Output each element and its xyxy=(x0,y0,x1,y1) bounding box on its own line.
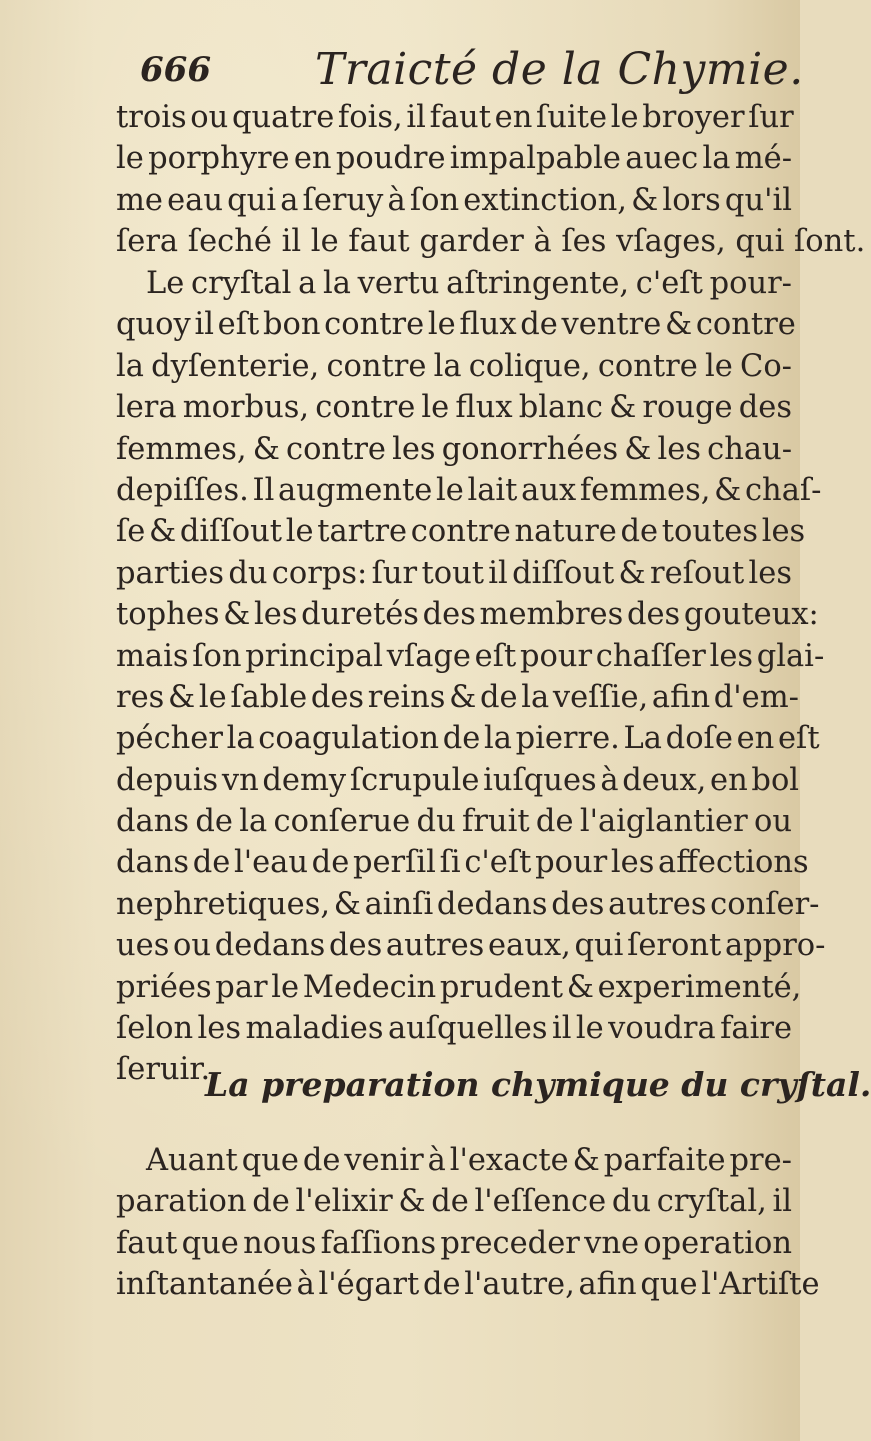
text-line: mais ſon principal vſage eſt pour chaſſer les glai- xyxy=(116,638,825,674)
text-line: depiſſes. Il augmente le lait aux femmes, & chaſ- xyxy=(116,472,822,508)
text-line: ues ou dedans des autres eaux, qui ſeront appro- xyxy=(116,928,826,964)
text-line: Auant que de venir à l'exacte & parfaite pre- xyxy=(146,1143,792,1178)
text-line: nephretiques, & ainſi dedans des autres conſer- xyxy=(116,886,820,922)
text-line: la dyſenterie, contre la colique, contre le Co- xyxy=(116,348,792,384)
text-line: ſeruir. xyxy=(116,1052,211,1088)
text-line: parties du corps: ſur tout il diſſout & reſout les xyxy=(116,555,792,591)
text-line: dans de la conſerue du fruit de l'aiglantier ou xyxy=(116,804,792,840)
text-line: pécher la coagulation de la pierre. La doſe en eſt xyxy=(116,721,820,757)
text-line: trois ou quatre fois, il faut en ſuite le broyer ſur xyxy=(116,100,794,135)
text-line: le porphyre en poudre impalpable auec la mé- xyxy=(116,141,793,177)
text-line: tophes & les duretés des membres des gouteux: xyxy=(116,597,819,633)
paragraph-preparation xyxy=(116,1140,820,1306)
text-line: lera morbus, contre le flux blanc & rouge des xyxy=(116,390,792,426)
text-line: me eau qui a ſeruy à ſon extinction, & lors qu'il xyxy=(116,182,792,218)
text-line: quoy il eſt bon contre le flux de ventre & contre xyxy=(116,307,796,343)
text-line: ſe & diſſout le tartre contre nature de toutes les xyxy=(116,514,806,550)
text-line: depuis vn demy ſcrupule iuſques à deux, en bol xyxy=(116,762,800,798)
paragraph-virtues xyxy=(116,263,826,1091)
text-line: faut que nous faſſions preceder vne operation xyxy=(116,1225,792,1261)
text-line: ſera ſeché il le faut garder à ſes vſages, qui ſont. xyxy=(116,224,866,260)
text-line: paration de l'elixir & de l'eſſence du cryſtal, il xyxy=(116,1184,792,1220)
text-line: priées par le Medecin prudent & experimenté, xyxy=(116,969,802,1005)
running-head: Traicté de la Chymie. xyxy=(315,44,804,95)
text-line: Le cryſtal a la vertu aſtringente, c'eſt pour- xyxy=(146,266,792,301)
text-line: femmes, & contre les gonorrhées & les chau- xyxy=(116,431,792,467)
text-line: ſelon les maladies auſquelles il le voudra faire xyxy=(116,1011,792,1047)
page-header xyxy=(140,44,804,96)
page-number: 666 xyxy=(140,50,211,90)
text-line: inſtantanée à l'égart de l'autre, afin que l'Artiſte xyxy=(116,1267,820,1303)
section-heading: La preparation chymique du cryſtal. xyxy=(205,1065,871,1104)
paragraph-continued xyxy=(116,97,866,263)
text-line: res & le ſable des reins & de la veſſie, afin d'em- xyxy=(116,679,799,715)
text-line: dans de l'eau de perſil ſi c'eſt pour les affections xyxy=(116,845,809,881)
